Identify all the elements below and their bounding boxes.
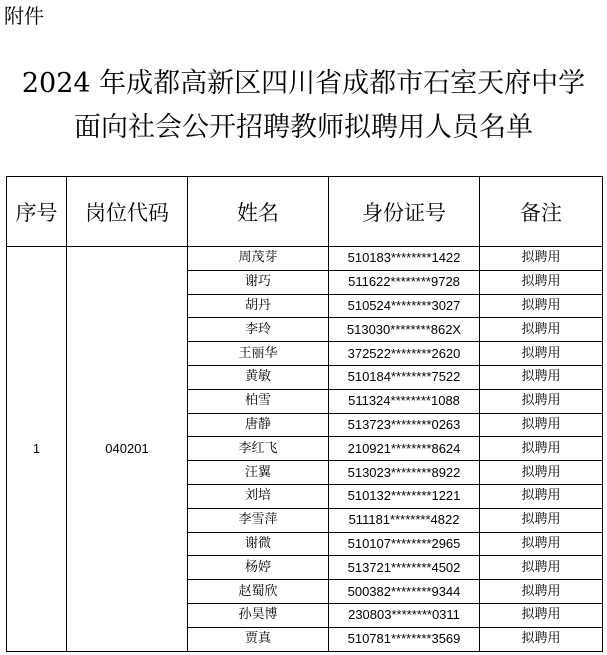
id-number-cell: 513723********0263 bbox=[329, 413, 480, 437]
id-number-cell: 511324********1088 bbox=[329, 389, 480, 413]
header-id-number: 身份证号 bbox=[329, 177, 480, 247]
remark-cell: 拟聘用 bbox=[480, 532, 603, 556]
name-cell: 杨婷 bbox=[188, 556, 329, 580]
name-cell: 王丽华 bbox=[188, 342, 329, 366]
group-seq-cell: 1 bbox=[7, 247, 67, 652]
remark-cell: 拟聘用 bbox=[480, 484, 603, 508]
title-line-1: 2024 年成都高新区四川省成都市石室天府中学 bbox=[21, 68, 586, 99]
id-number-cell: 513721********4502 bbox=[329, 556, 480, 580]
title-line-2: 面向社会公开招聘教师拟聘用人员名单 bbox=[74, 112, 533, 143]
group-position-code-cell: 040201 bbox=[67, 247, 188, 652]
id-number-cell: 510107********2965 bbox=[329, 532, 480, 556]
remark-cell: 拟聘用 bbox=[480, 627, 603, 651]
id-number-cell: 513023********8922 bbox=[329, 461, 480, 485]
id-number-cell: 510184********7522 bbox=[329, 365, 480, 389]
name-cell: 赵蜀欣 bbox=[188, 580, 329, 604]
name-cell: 李红飞 bbox=[188, 437, 329, 461]
remark-cell: 拟聘用 bbox=[480, 342, 603, 366]
id-number-cell: 510524********3027 bbox=[329, 294, 480, 318]
id-number-cell: 510781********3569 bbox=[329, 627, 480, 651]
name-cell: 谢微 bbox=[188, 532, 329, 556]
name-cell: 周茂芽 bbox=[188, 247, 329, 271]
name-cell: 孙昊博 bbox=[188, 603, 329, 627]
header-name: 姓名 bbox=[188, 177, 329, 247]
name-cell: 谢巧 bbox=[188, 270, 329, 294]
remark-cell: 拟聘用 bbox=[480, 603, 603, 627]
id-number-cell: 513030********862X bbox=[329, 318, 480, 342]
hiring-roster-table bbox=[6, 176, 603, 652]
remark-cell: 拟聘用 bbox=[480, 437, 603, 461]
remark-cell: 拟聘用 bbox=[480, 580, 603, 604]
id-number-cell: 510132********1221 bbox=[329, 484, 480, 508]
remark-cell: 拟聘用 bbox=[480, 270, 603, 294]
id-number-cell: 510183********1422 bbox=[329, 247, 480, 271]
remark-cell: 拟聘用 bbox=[480, 461, 603, 485]
id-number-cell: 500382********9344 bbox=[329, 580, 480, 604]
id-number-cell: 511622********9728 bbox=[329, 270, 480, 294]
name-cell: 柏雪 bbox=[188, 389, 329, 413]
id-number-cell: 511181********4822 bbox=[329, 508, 480, 532]
table-header-row bbox=[7, 177, 603, 247]
header-remark: 备注 bbox=[480, 177, 603, 247]
id-number-cell: 210921********8624 bbox=[329, 437, 480, 461]
document-title bbox=[0, 62, 607, 150]
name-cell: 汪翼 bbox=[188, 461, 329, 485]
id-number-cell: 230803********0311 bbox=[329, 603, 480, 627]
remark-cell: 拟聘用 bbox=[480, 318, 603, 342]
name-cell: 李玲 bbox=[188, 318, 329, 342]
table-body bbox=[7, 247, 603, 652]
remark-cell: 拟聘用 bbox=[480, 389, 603, 413]
remark-cell: 拟聘用 bbox=[480, 294, 603, 318]
remark-cell: 拟聘用 bbox=[480, 247, 603, 271]
name-cell: 唐静 bbox=[188, 413, 329, 437]
name-cell: 胡丹 bbox=[188, 294, 329, 318]
header-position-code: 岗位代码 bbox=[67, 177, 188, 247]
header-seq: 序号 bbox=[7, 177, 67, 247]
name-cell: 黄敏 bbox=[188, 365, 329, 389]
table-row bbox=[7, 247, 603, 271]
remark-cell: 拟聘用 bbox=[480, 413, 603, 437]
id-number-cell: 372522********2620 bbox=[329, 342, 480, 366]
name-cell: 刘培 bbox=[188, 484, 329, 508]
name-cell: 李雪萍 bbox=[188, 508, 329, 532]
remark-cell: 拟聘用 bbox=[480, 508, 603, 532]
attachment-label: 附件 bbox=[4, 4, 44, 28]
remark-cell: 拟聘用 bbox=[480, 365, 603, 389]
remark-cell: 拟聘用 bbox=[480, 556, 603, 580]
name-cell: 贾真 bbox=[188, 627, 329, 651]
